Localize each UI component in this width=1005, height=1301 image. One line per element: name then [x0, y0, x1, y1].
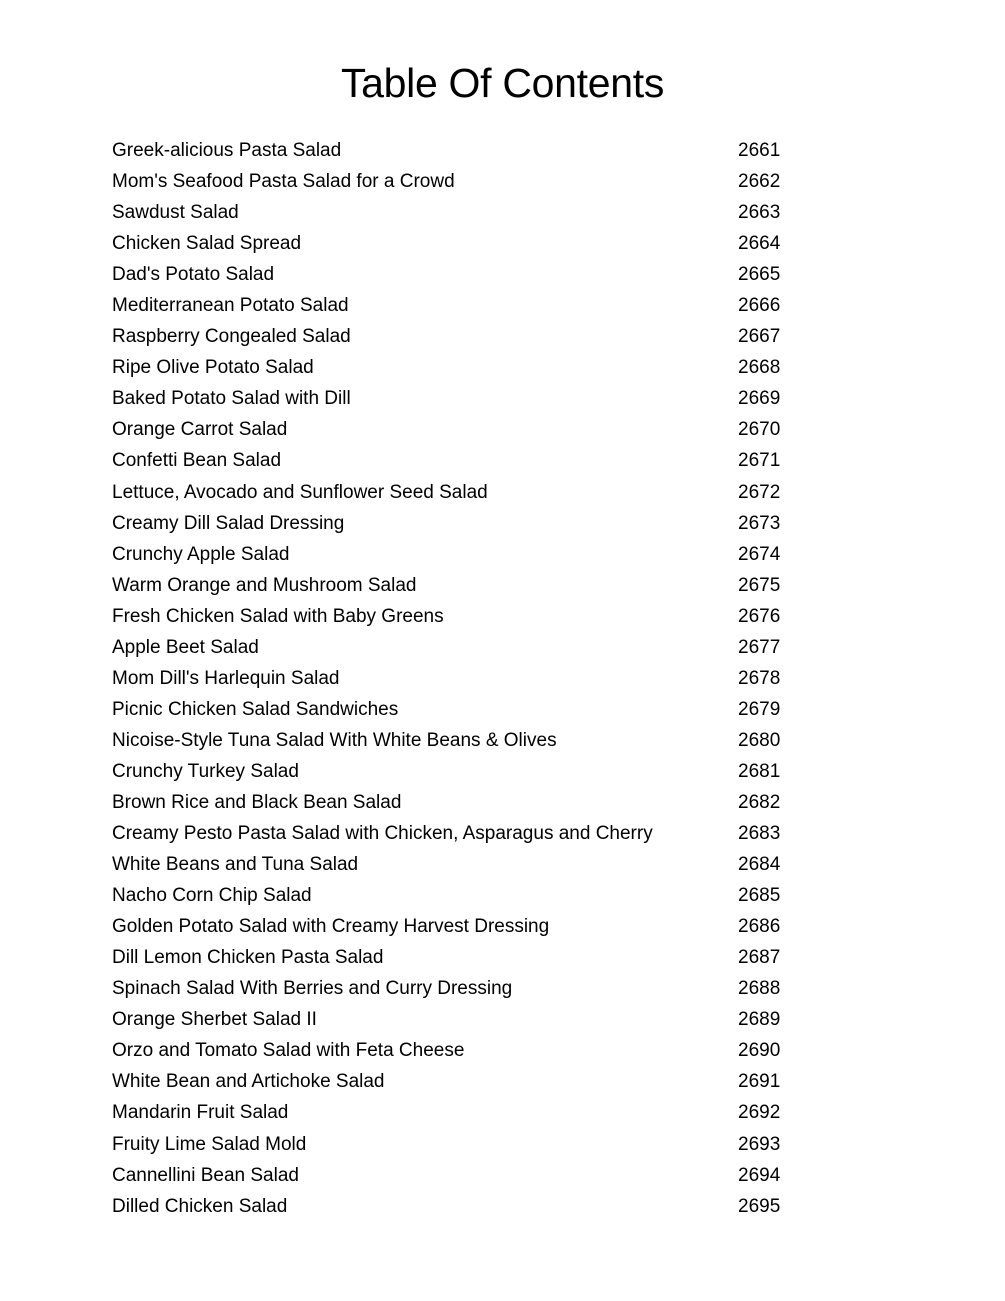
toc-entry-page-number: 2695: [738, 1195, 781, 1217]
toc-entry-title: Mandarin Fruit Salad: [112, 1102, 289, 1124]
toc-entry-title: Mediterranean Potato Salad: [112, 295, 349, 317]
toc-entry[interactable]: [112, 477, 792, 508]
toc-entry-title: Lettuce, Avocado and Sunflower Seed Salad: [112, 481, 488, 503]
toc-entry[interactable]: [112, 539, 792, 570]
toc-entry[interactable]: [112, 1035, 792, 1066]
toc-entry-page-number: 2685: [738, 885, 781, 907]
toc-entry-page-number: 2674: [738, 543, 781, 565]
toc-list: [112, 135, 792, 1222]
toc-entry[interactable]: [112, 290, 792, 321]
toc-entry[interactable]: [112, 1097, 792, 1128]
toc-entry-title: Ripe Olive Potato Salad: [112, 357, 314, 379]
toc-entry[interactable]: [112, 166, 792, 197]
toc-entry-page-number: 2680: [738, 729, 781, 751]
toc-entry-page-number: 2667: [738, 326, 781, 348]
toc-entry-title: Dad's Potato Salad: [112, 264, 275, 286]
toc-entry[interactable]: [112, 973, 792, 1004]
toc-entry-page-number: 2669: [738, 388, 781, 410]
toc-entry-page-number: 2676: [738, 605, 781, 627]
toc-entry-title: Confetti Bean Salad: [112, 450, 282, 472]
toc-entry-page-number: 2686: [738, 916, 781, 938]
page-title: Table Of Contents: [340, 60, 665, 106]
toc-entry-title: Dill Lemon Chicken Pasta Salad: [112, 947, 384, 969]
toc-entry-title: Nicoise-Style Tuna Salad With White Beans & Olives: [112, 729, 557, 751]
toc-entry-page-number: 2666: [738, 295, 781, 317]
toc-entry[interactable]: [112, 135, 792, 166]
toc-entry[interactable]: [112, 942, 792, 973]
toc-entry[interactable]: [112, 570, 792, 601]
toc-entry-page-number: 2691: [738, 1071, 781, 1093]
toc-entry[interactable]: [112, 321, 792, 352]
toc-entry-title: Apple Beet Salad: [112, 636, 259, 658]
toc-entry-title: Picnic Chicken Salad Sandwiches: [112, 698, 399, 720]
toc-entry-title: Creamy Pesto Pasta Salad with Chicken, Asparagus and Cherry: [112, 823, 653, 845]
toc-entry-title: Fresh Chicken Salad with Baby Greens: [112, 605, 444, 627]
toc-entry[interactable]: [112, 1160, 792, 1191]
toc-entry-title: Brown Rice and Black Bean Salad: [112, 791, 402, 813]
toc-entry[interactable]: [112, 849, 792, 880]
toc-entry-page-number: 2681: [738, 760, 781, 782]
toc-entry[interactable]: [112, 1129, 792, 1160]
toc-entry-page-number: 2679: [738, 698, 781, 720]
toc-entry-page-number: 2694: [738, 1164, 781, 1186]
toc-entry[interactable]: [112, 756, 792, 787]
toc-entry-page-number: 2662: [738, 171, 781, 193]
toc-entry-page-number: 2668: [738, 357, 781, 379]
toc-entry[interactable]: [112, 601, 792, 632]
toc-entry-title: Warm Orange and Mushroom Salad: [112, 574, 417, 596]
toc-entry-title: Crunchy Turkey Salad: [112, 760, 299, 782]
toc-entry-page-number: 2670: [738, 419, 781, 441]
toc-entry[interactable]: [112, 725, 792, 756]
toc-entry[interactable]: [112, 259, 792, 290]
toc-entry-page-number: 2663: [738, 202, 781, 224]
toc-entry-page-number: 2664: [738, 233, 781, 255]
toc-entry-title: Orange Sherbet Salad II: [112, 1009, 317, 1031]
toc-entry[interactable]: [112, 632, 792, 663]
toc-entry-title: Chicken Salad Spread: [112, 233, 302, 255]
toc-entry[interactable]: [112, 352, 792, 383]
toc-entry-page-number: 2675: [738, 574, 781, 596]
toc-entry[interactable]: [112, 1004, 792, 1035]
toc-entry-title: Mom Dill's Harlequin Salad: [112, 667, 340, 689]
toc-entry-title: Baked Potato Salad with Dill: [112, 388, 351, 410]
toc-entry-page-number: 2689: [738, 1009, 781, 1031]
toc-entry-title: Mom's Seafood Pasta Salad for a Crowd: [112, 171, 455, 193]
toc-entry-title: Nacho Corn Chip Salad: [112, 885, 312, 907]
toc-entry-page-number: 2673: [738, 512, 781, 534]
toc-entry-title: Golden Potato Salad with Creamy Harvest Dressing: [112, 916, 550, 938]
toc-entry-title: White Beans and Tuna Salad: [112, 854, 359, 876]
toc-entry[interactable]: [112, 1066, 792, 1097]
toc-entry-title: Raspberry Congealed Salad: [112, 326, 351, 348]
toc-entry-page-number: 2688: [738, 978, 781, 1000]
toc-entry-title: Dilled Chicken Salad: [112, 1195, 288, 1217]
toc-entry[interactable]: [112, 414, 792, 445]
toc-entry[interactable]: [112, 383, 792, 414]
toc-entry[interactable]: [112, 1191, 792, 1222]
toc-entry[interactable]: [112, 818, 792, 849]
toc-entry-title: Orange Carrot Salad: [112, 419, 288, 441]
toc-entry[interactable]: [112, 880, 792, 911]
toc-entry-title: Greek-alicious Pasta Salad: [112, 140, 342, 161]
toc-entry-title: Cannellini Bean Salad: [112, 1164, 299, 1186]
toc-entry-title: Spinach Salad With Berries and Curry Dressing: [112, 978, 513, 1000]
toc-entry-title: Fruity Lime Salad Mold: [112, 1133, 307, 1155]
toc-entry[interactable]: [112, 663, 792, 694]
toc-entry-page-number: 2661: [738, 140, 781, 161]
toc-entry[interactable]: [112, 508, 792, 539]
toc-entry[interactable]: [112, 694, 792, 725]
toc-entry-page-number: 2671: [738, 450, 781, 472]
toc-entry[interactable]: [112, 197, 792, 228]
toc-entry[interactable]: [112, 445, 792, 476]
toc-entry[interactable]: [112, 228, 792, 259]
toc-entry-title: Sawdust Salad: [112, 202, 239, 224]
toc-entry-title: Crunchy Apple Salad: [112, 543, 290, 565]
toc-entry-title: Creamy Dill Salad Dressing: [112, 512, 345, 534]
toc-entry-page-number: 2665: [738, 264, 781, 286]
toc-entry-page-number: 2678: [738, 667, 781, 689]
toc-entry-page-number: 2684: [738, 854, 781, 876]
toc-entry-page-number: 2690: [738, 1040, 781, 1062]
toc-entry-page-number: 2692: [738, 1102, 781, 1124]
toc-entry-page-number: 2677: [738, 636, 781, 658]
toc-entry[interactable]: [112, 911, 792, 942]
toc-entry-page-number: 2683: [738, 823, 781, 845]
toc-entry-title: Orzo and Tomato Salad with Feta Cheese: [112, 1040, 465, 1062]
toc-entry-page-number: 2687: [738, 947, 781, 969]
toc-entry-page-number: 2672: [738, 481, 781, 503]
toc-entry-title: White Bean and Artichoke Salad: [112, 1071, 385, 1093]
toc-entry-page-number: 2693: [738, 1133, 781, 1155]
toc-entry[interactable]: [112, 787, 792, 818]
toc-entry-page-number: 2682: [738, 791, 781, 813]
